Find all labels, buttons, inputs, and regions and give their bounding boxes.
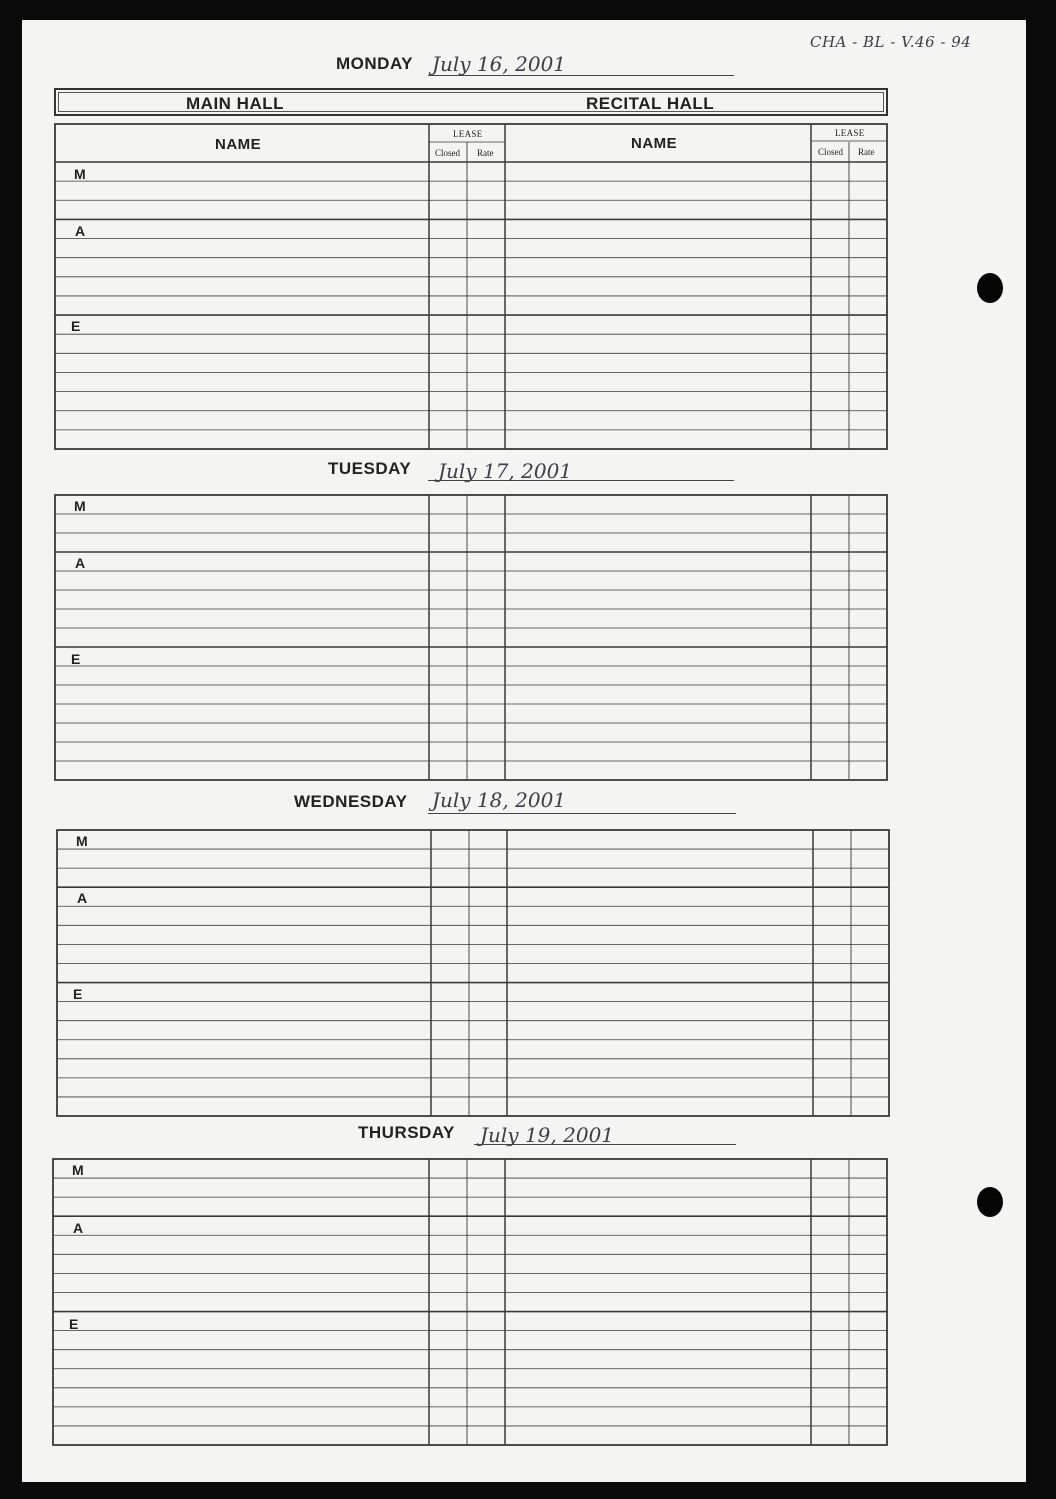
period-afternoon-monday: A <box>75 223 86 239</box>
period-evening-thursday: E <box>69 1316 79 1332</box>
period-afternoon-wednesday: A <box>77 890 88 906</box>
lease-header-recital: LEASE <box>835 128 865 138</box>
recital-hall-label: RECITAL HALL <box>586 94 715 113</box>
grid-frame-monday <box>55 124 887 449</box>
period-morning-thursday: M <box>72 1162 84 1178</box>
grid-frame-thursday <box>53 1159 887 1445</box>
name-column-header-recital: NAME <box>631 135 678 152</box>
day-name: THURSDAY <box>358 1123 455 1142</box>
closed-header-main: Closed <box>435 148 461 158</box>
day-date: July 18, 2001 <box>432 788 567 812</box>
period-evening-monday: E <box>71 318 81 334</box>
day-name: TUESDAY <box>328 459 412 478</box>
period-evening-wednesday: E <box>73 986 83 1002</box>
day-date: July 16, 2001 <box>432 52 567 76</box>
rate-header-recital: Rate <box>858 147 875 157</box>
closed-header-recital: Closed <box>818 147 844 157</box>
period-morning-monday: M <box>74 166 86 182</box>
period-evening-tuesday: E <box>71 651 81 667</box>
name-column-header-main: NAME <box>215 136 262 153</box>
period-afternoon-thursday: A <box>73 1220 84 1236</box>
main-hall-label: MAIN HALL <box>186 94 284 113</box>
period-afternoon-tuesday: A <box>75 555 86 571</box>
grid-frame-wednesday <box>57 830 889 1116</box>
period-morning-wednesday: M <box>76 833 88 849</box>
day-name: WEDNESDAY <box>294 792 408 811</box>
lease-header-main: LEASE <box>453 129 483 139</box>
rate-header-main: Rate <box>477 148 494 158</box>
day-date: July 19, 2001 <box>480 1123 615 1147</box>
day-name: MONDAY <box>336 54 413 73</box>
archive-id: CHA - BL - V.46 - 94 <box>810 33 972 51</box>
day-date: July 17, 2001 <box>438 459 573 483</box>
grid-frame-tuesday <box>55 495 887 780</box>
period-morning-tuesday: M <box>74 498 86 514</box>
